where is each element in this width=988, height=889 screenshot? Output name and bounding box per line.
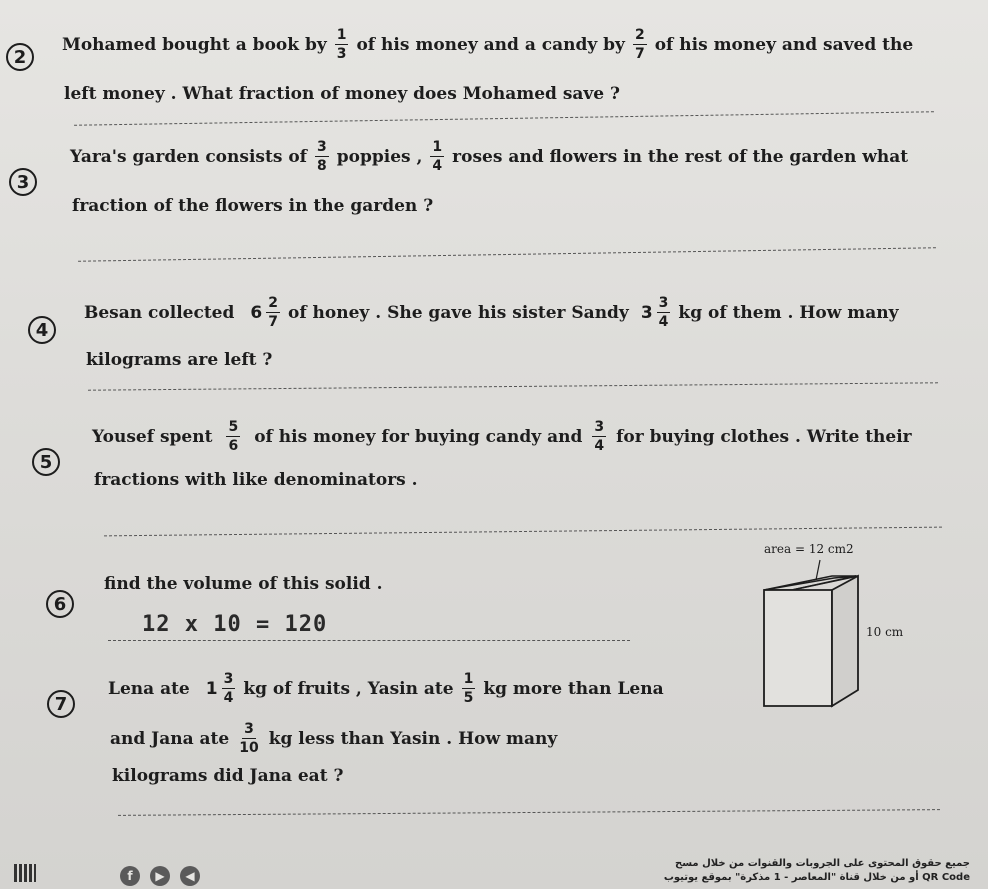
fraction: $\frac{2}{7}$ <box>268 295 278 330</box>
height-label: 10 cm <box>866 625 904 639</box>
answer-line[interactable] <box>118 809 940 816</box>
question-5-line-2: fractions with like denominators . <box>94 470 418 490</box>
question-3-line-1: Yara's garden consists of $\frac{3}{8}$ poppies , $\frac{1}{4}$ roses and flowers in the rest of the garden what <box>70 139 909 174</box>
fraction: $\frac{1}{3}$ <box>336 27 347 62</box>
footer-copyright-line-2: QR Code أو من خلال قناة "المعاصر - 1 مذكرة" بموقع يوتيوب <box>663 872 970 883</box>
fraction: $\frac{3}{4}$ <box>223 671 234 706</box>
prism-side-face <box>832 576 858 706</box>
answer-line[interactable] <box>78 247 936 261</box>
question-3-line-2: fraction of the flowers in the garden ? <box>72 196 434 216</box>
fraction: $\frac{5}{6}$ <box>228 419 239 454</box>
answer-line[interactable] <box>108 640 630 641</box>
youtube-icon[interactable]: ▶ <box>150 866 170 886</box>
question-number-5: 5 <box>32 448 60 476</box>
question-4-line-2: kilograms are left ? <box>86 350 273 370</box>
telegram-icon[interactable]: ◀ <box>180 866 200 886</box>
fraction: $\frac{3}{10}$ <box>239 721 259 756</box>
fraction: $\frac{3}{4}$ <box>658 295 669 330</box>
handwritten-answer: 12 x 10 = 120 <box>142 612 328 637</box>
fraction: $\frac{3}{8}$ <box>316 139 327 174</box>
question-2-line-1: Mohamed bought a book by $\frac{1}{3}$ of his money and a candy by $\frac{2}{7}$ of his money and saved the <box>62 27 914 62</box>
qr-code-icon <box>14 864 36 882</box>
question-4-line-1: Besan collected 6 $\frac{2}{7}$ of honey . She gave his sister Sandy 3 $\frac{3}{4}$ kg of them . How many <box>84 295 899 330</box>
answer-line[interactable] <box>104 527 942 537</box>
question-7-line-1: Lena ate 1 $\frac{3}{4}$ kg of fruits , Yasin ate $\frac{1}{5}$ kg more than Lena <box>108 671 664 706</box>
fraction: $\frac{1}{5}$ <box>463 671 474 706</box>
area-label: area = 12 cm2 <box>764 542 854 556</box>
question-2-line-2: left money . What fraction of money does Mohamed save ? <box>64 84 620 104</box>
fraction: $\frac{2}{7}$ <box>634 27 645 62</box>
facebook-icon[interactable]: f <box>120 866 140 886</box>
question-5-line-1: Yousef spent $\frac{5}{6}$ of his money for buying candy and $\frac{3}{4}$ for buying clothes . Write their <box>92 419 912 454</box>
fraction: $\frac{3}{4}$ <box>594 419 605 454</box>
question-number-2: 2 <box>6 43 34 71</box>
question-7-line-2: and Jana ate $\frac{3}{10}$ kg less than Yasin . How many <box>110 721 558 756</box>
question-number-6: 6 <box>46 590 74 618</box>
question-7-line-3: kilograms did Jana eat ? <box>112 766 344 786</box>
answer-line[interactable] <box>88 382 938 390</box>
footer-copyright-line-1: جميع حقوق المحتوى على الجروبات والقنوات من خلال مسح <box>675 858 970 869</box>
answer-line[interactable] <box>74 111 934 126</box>
prism-front-face <box>764 590 832 706</box>
question-number-3: 3 <box>9 168 37 196</box>
fraction: $\frac{1}{4}$ <box>432 139 443 174</box>
question-number-7: 7 <box>47 690 75 718</box>
question-6-text: find the volume of this solid . <box>104 574 383 594</box>
question-number-4: 4 <box>28 316 56 344</box>
